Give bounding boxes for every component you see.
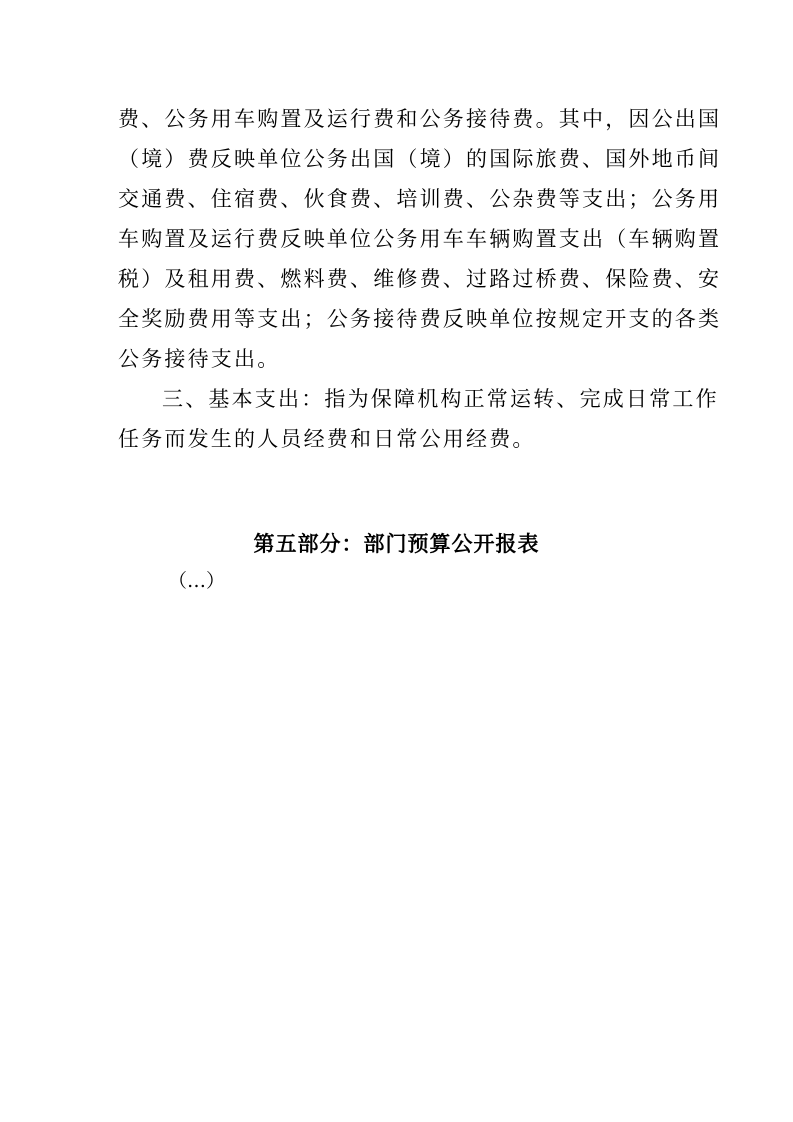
paragraph-1-line-5: 税）及租用费、燃料费、维修费、过路过桥费、保险费、安	[118, 267, 722, 291]
paragraph-1-line-2: （境）费反映单位公务出国（境）的国际旅费、国外地币间	[118, 147, 722, 171]
paragraph-1-line-1: 费、公务用车购置及运行费和公务接待费。其中，因公出国	[118, 107, 722, 131]
paragraph-1-line-3: 交通费、住宿费、伙食费、培训费、公杂费等支出；公务用	[118, 187, 722, 211]
paragraph-2-line-1: 三、基本支出：指为保障机构正常运转、完成日常工作	[162, 387, 719, 411]
section-heading: 第五部分：部门预算公开报表	[253, 532, 540, 556]
paragraph-1-line-4: 车购置及运行费反映单位公务用车车辆购置支出（车辆购置	[118, 227, 722, 251]
content-omitted-marker: （…）	[168, 570, 226, 592]
paragraph-1-line-6: 全奖励费用等支出；公务接待费反映单位按规定开支的各类	[118, 307, 722, 331]
paragraph-2-line-2: 任务而发生的人员经费和日常公用经费。	[118, 427, 536, 451]
paragraph-1-line-7: 公务接待支出。	[118, 347, 281, 371]
